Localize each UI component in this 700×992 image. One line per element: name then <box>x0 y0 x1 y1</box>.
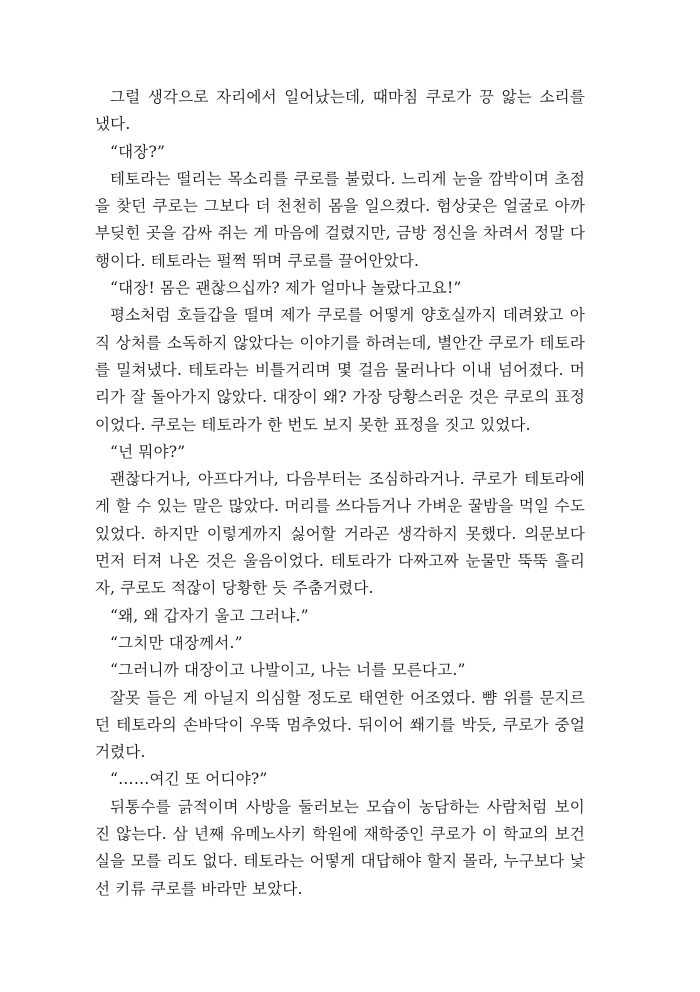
paragraph: “대장?” <box>110 142 166 161</box>
page-body <box>95 84 585 903</box>
paragraph: “……여긴 또 어디야?” <box>110 770 268 789</box>
paragraph: 테토라는 떨리는 목소리를 쿠로를 불렀다. 느리게 눈을 깜박이며 초점을 찾던 쿠로는 그보다 더 천천히 몸을 일으켰다. 험상궂은 얼굴로 아까 부딪힌 곳을 감싸 쥐는 게 마음에 걸렸지만, 금방 정신을 차려서 정말 다행이다. 테토라는 펄쩍 뛰며 쿠로를 끌어안았다. <box>95 169 585 270</box>
paragraph: 잘못 들은 게 아닐지 의심할 정도로 태연한 어조였다. 뺨 위를 문지르던 테토라의 손바닥이 우뚝 멈추었다. 뒤이어 쐐기를 박듯, 쿠로가 중얼거렸다. <box>95 688 585 762</box>
paragraph: “그치만 대장께서.” <box>110 633 243 652</box>
paragraph: 뒤통수를 긁적이며 사방을 둘러보는 모습이 농담하는 사람처럼 보이진 않는다. 삼 년째 유메노사키 학원에 재학중인 쿠로가 이 학교의 보건실을 모를 리도 없다. 테토라는 어떻게 대답해야 할지 몰라, 누구보다 낯선 키류 쿠로를 바라만 보았다. <box>95 797 585 898</box>
paragraph: 평소처럼 호들갑을 떨며 제가 쿠로를 어떻게 양호실까지 데려왔고 아직 상처를 소독하지 않았다는 이야기를 하려는데, 별안간 쿠로가 테토라를 밀쳐냈다. 테토라는 비틀거리며 몇 걸음 물러나다 이내 넘어졌다. 머리가 잘 돌아가지 않았다. 대장이 왜? 가장 당황스러운 것은 쿠로의 표정이었다. 쿠로는 테토라가 한 번도 보지 못한 표정을 짓고 있었다. <box>95 306 585 434</box>
paragraph: 그럴 생각으로 자리에서 일어났는데, 때마침 쿠로가 끙 앓는 소리를 냈다. <box>95 88 585 134</box>
paragraph: “왜, 왜 갑자기 울고 그러냐.” <box>110 606 309 625</box>
paragraph: “넌 뭐야?” <box>110 442 186 461</box>
paragraph: 괜찮다거나, 아프다거나, 다음부터는 조심하라거나. 쿠로가 테토라에게 할 수 있는 말은 많았다. 머리를 쓰다듬거나 가벼운 꿀밤을 먹일 수도 있었다. 하지만 이렇게까지 싫어할 거라곤 생각하지 못했다. 의문보다 먼저 터져 나온 것은 울음이었다. 테토라가 다짜고짜 눈물만 뚝뚝 흘리자, 쿠로도 적잖이 당황한 듯 주춤거렸다. <box>95 470 585 598</box>
paragraph: “대장! 몸은 괜찮으십까? 제가 얼마나 놀랐다고요!” <box>110 279 462 298</box>
paragraph: “그러니까 대장이고 나발이고, 나는 너를 모른다고.” <box>110 661 466 680</box>
